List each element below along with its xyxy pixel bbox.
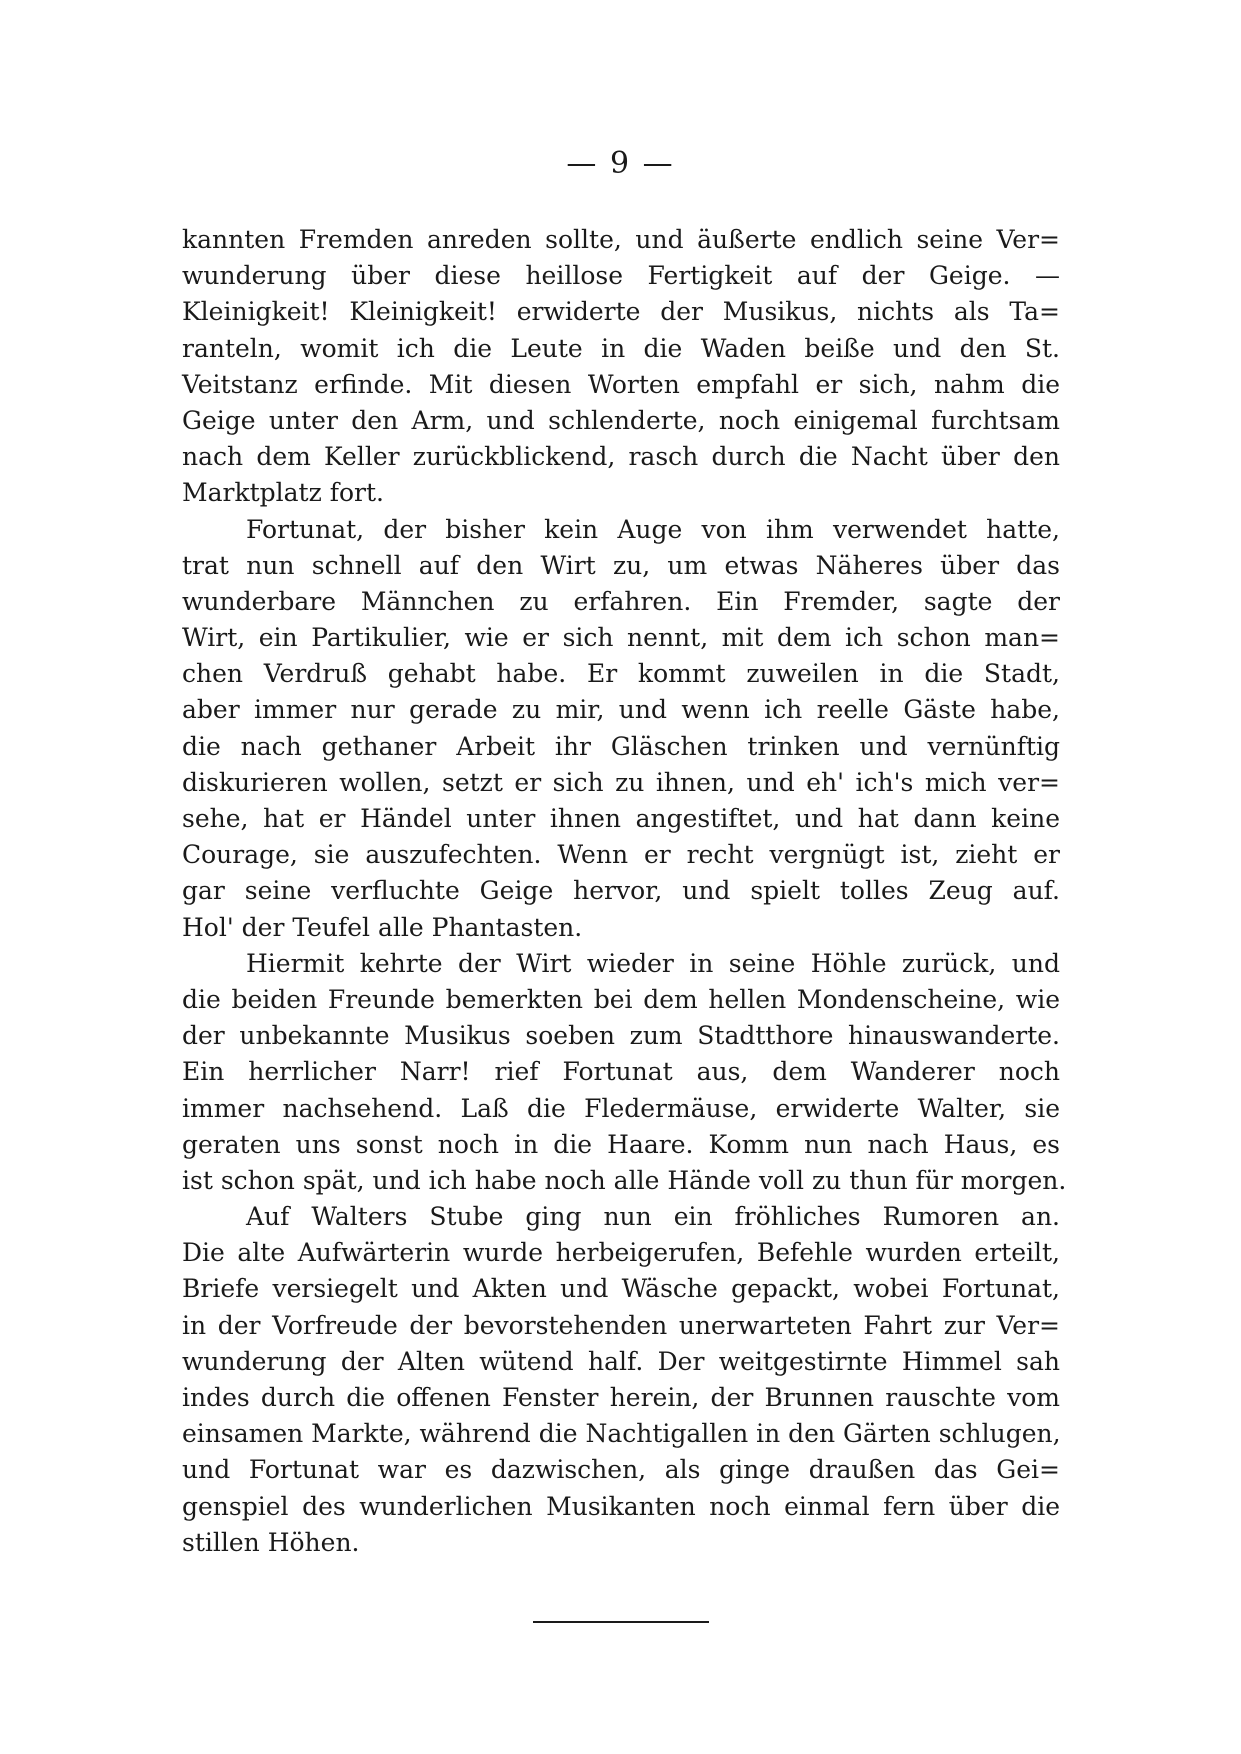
text-line: wunderung über diese heillose Fertigkeit auf der Geige. — xyxy=(182,261,1060,291)
text-line: sehe, hat er Händel unter ihnen angestiftet, und hat dann keine xyxy=(182,804,1060,833)
text-line: Kleinigkeit! Kleinigkeit! erwiderte der Musikus, nichts als Ta= xyxy=(182,297,1060,327)
text-line: kannten Fremden anreden sollte, und äußerte endlich seine Ver= xyxy=(182,225,1060,254)
text-line: genspiel des wunderlichen Musikanten noch einmal fern über die xyxy=(182,1491,1060,1521)
paragraph-end-line: Marktplatz fort. xyxy=(182,478,384,508)
text-line: Ein herrlicher Narr! rief Fortunat aus, dem Wanderer noch xyxy=(182,1057,1060,1087)
text-line: aber immer nur gerade zu mir, und wenn ich reelle Gäste habe, xyxy=(182,695,1060,725)
text-line: die beiden Freunde bemerkten bei dem hellen Mondenscheine, wie xyxy=(182,984,1060,1014)
text-line: Geige unter den Arm, und schlenderte, noch einigemal furchtsam xyxy=(182,405,1060,435)
paragraph-start-line: Hiermit kehrte der Wirt wieder in seine Höhle zurück, und xyxy=(246,948,1060,978)
text-line: gar seine verfluchte Geige hervor, und spielt tolles Zeug auf. xyxy=(182,876,1060,906)
text-line: wunderbare Männchen zu erfahren. Ein Fremder, sagte der xyxy=(182,586,1060,616)
text-line: Die alte Aufwärterin wurde herbeigerufen, Befehle wurden erteilt, xyxy=(182,1238,1060,1268)
text-line: Courage, sie auszufechten. Wenn er recht vergnügt ist, zieht er xyxy=(182,840,1060,870)
body-text xyxy=(182,222,1067,1561)
paragraph-start-line: Fortunat, der bisher kein Auge von ihm verwendet hatte, xyxy=(246,514,1060,544)
text-line: in der Vorfreude der bevorstehenden unerwarteten Fahrt zur Ver= xyxy=(182,1310,1060,1340)
text-line: Briefe versiegelt und Akten und Wäsche gepackt, wobei Fortunat, xyxy=(182,1274,1060,1304)
text-line: ist schon spät, und ich habe noch alle Hände voll zu thun für morgen. xyxy=(182,1165,1067,1195)
text-line: Wirt, ein Partikulier, wie er sich nennt, mit dem ich schon man= xyxy=(182,623,1060,653)
page-number: — 9 — xyxy=(566,146,675,181)
text-line: Veitstanz erfinde. Mit diesen Worten empfahl er sich, nahm die xyxy=(182,369,1060,399)
text-line: ranteln, womit ich die Leute in die Waden beiße und den St. xyxy=(182,333,1060,363)
text-line: trat nun schnell auf den Wirt zu, um etwas Näheres über das xyxy=(182,550,1060,580)
paragraph-end-line: Hol' der Teufel alle Phantasten. xyxy=(182,912,583,942)
text-line: einsamen Markte, während die Nachtigallen in den Gärten schlugen, xyxy=(182,1419,1061,1449)
text-line: immer nachsehend. Laß die Fledermäuse, erwiderte Walter, sie xyxy=(182,1093,1060,1123)
text-line: geraten uns sonst noch in die Haare. Komm nun nach Haus, es xyxy=(182,1129,1060,1159)
text-line: indes durch die offenen Fenster herein, der Brunnen rauschte vom xyxy=(182,1383,1060,1412)
text-line: nach dem Keller zurückblickend, rasch durch die Nacht über den xyxy=(182,442,1060,472)
text-line: chen Verdruß gehabt habe. Er kommt zuweilen in die Stadt, xyxy=(182,659,1060,689)
text-line: diskurieren wollen, setzt er sich zu ihnen, und eh' ich's mich ver= xyxy=(182,767,1060,797)
paragraph-start-line: Auf Walters Stube ging nun ein fröhliches Rumoren an. xyxy=(246,1202,1060,1232)
text-line: die nach gethaner Arbeit ihr Gläschen trinken und vernünftig xyxy=(182,731,1060,761)
text-line: und Fortunat war es dazwischen, als ginge draußen das Gei= xyxy=(182,1455,1060,1485)
text-line: wunderung der Alten wütend half. Der weitgestirnte Himmel sah xyxy=(182,1346,1060,1376)
paragraph-end-line: stillen Höhen. xyxy=(182,1527,360,1557)
text-line: der unbekannte Musikus soeben zum Stadtthore hinauswanderte. xyxy=(182,1021,1060,1051)
end-rule xyxy=(533,1621,709,1623)
